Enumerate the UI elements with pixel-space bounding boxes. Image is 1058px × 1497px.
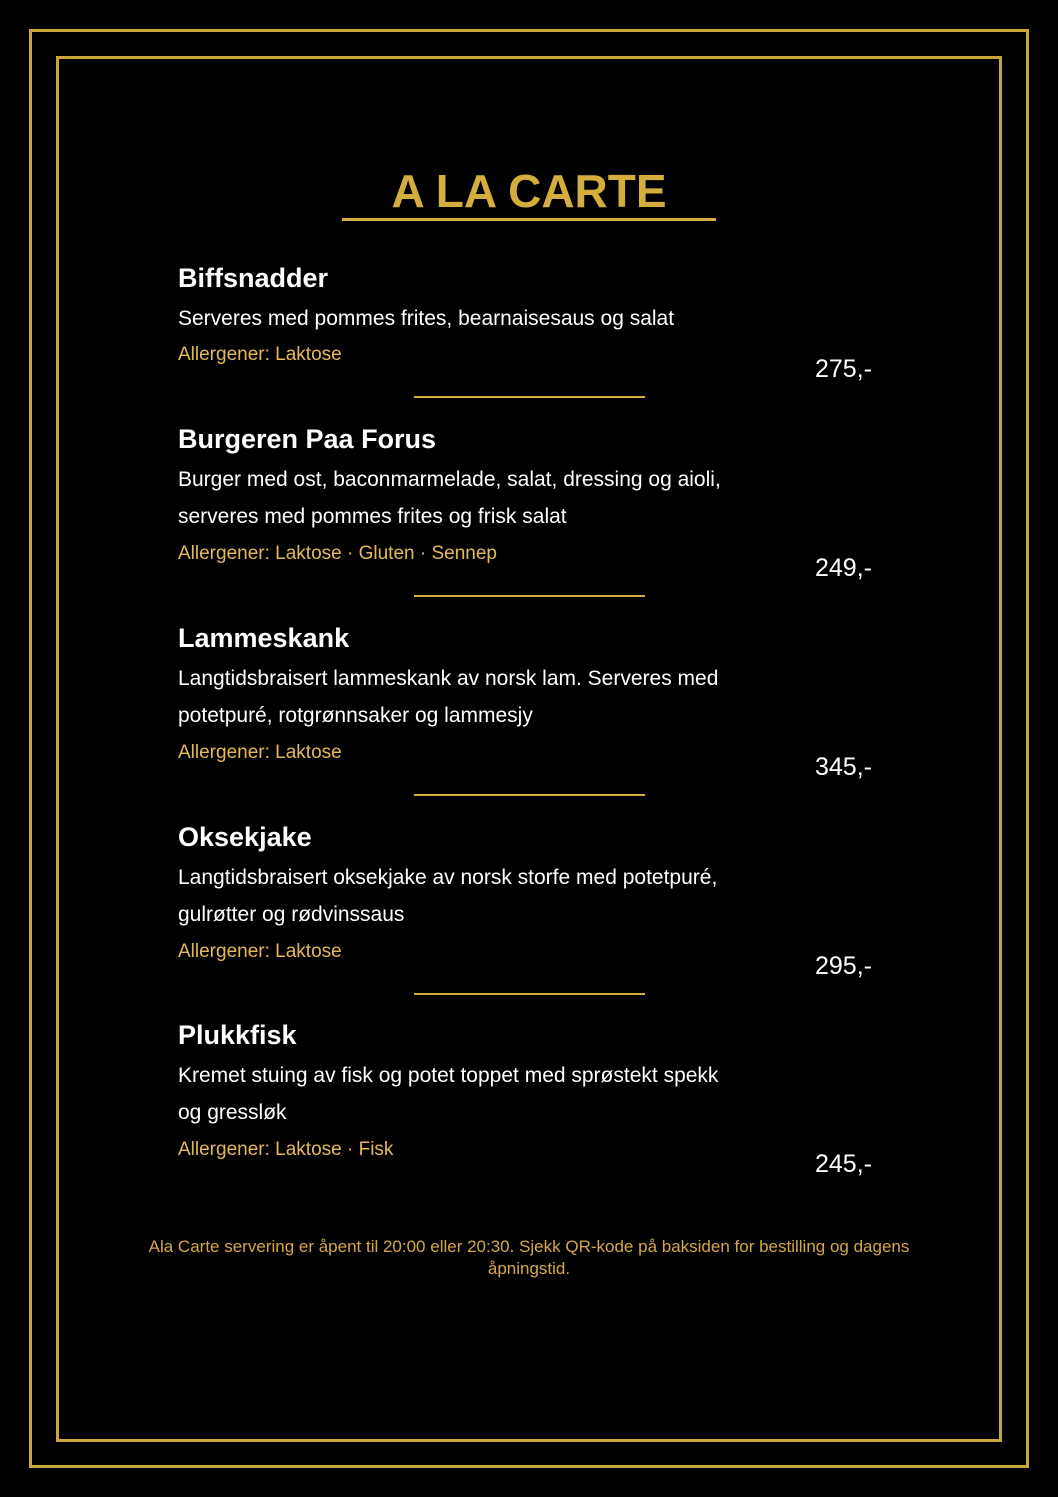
menu-item-price: 295,- bbox=[815, 952, 872, 980]
menu-item-price: 345,- bbox=[815, 753, 872, 781]
item-divider bbox=[414, 794, 645, 796]
menu-item-description: Serveres med pommes frites, bearnaisesaus og salat bbox=[178, 307, 675, 330]
menu-item-name: Oksekjake bbox=[178, 822, 312, 852]
menu-item-description: Langtidsbraisert lammeskank av norsk lam. Serveres med potetpuré, rotgrønnsaker og lammesjy bbox=[178, 667, 719, 727]
menu-item-price: 245,- bbox=[815, 1150, 872, 1178]
title-underline bbox=[342, 218, 716, 221]
menu-item-price: 275,- bbox=[815, 355, 872, 383]
menu-item-description: Burger med ost, baconmarmelade, salat, dressing og aioli, serveres med pommes frites og frisk salat bbox=[178, 468, 721, 528]
menu-item-allergens: Allergener: Laktose bbox=[178, 742, 342, 763]
item-divider bbox=[414, 595, 645, 597]
menu-item-price: 249,- bbox=[815, 554, 872, 582]
menu-item-allergens: Allergener: Laktose bbox=[178, 344, 342, 365]
menu-item-description: Langtidsbraisert oksekjake av norsk storfe med potetpuré, gulrøtter og rødvinssaus bbox=[178, 866, 718, 926]
item-divider bbox=[414, 993, 645, 995]
item-divider bbox=[414, 396, 645, 398]
menu-item-allergens: Allergener: Laktose · Fisk bbox=[178, 1139, 394, 1160]
page-title: A LA CARTE bbox=[391, 165, 667, 217]
menu-item-name: Burgeren Paa Forus bbox=[178, 424, 437, 454]
menu-item-allergens: Allergener: Laktose · Gluten · Sennep bbox=[178, 543, 497, 564]
menu-item-name: Plukkfisk bbox=[178, 1020, 297, 1050]
menu-item-name: Lammeskank bbox=[178, 623, 350, 653]
menu-item-allergens: Allergener: Laktose bbox=[178, 941, 342, 962]
menu-item-name: Biffsnadder bbox=[178, 263, 329, 293]
menu-item-description: Kremet stuing av fisk og potet toppet med sprøstekt spekk og gressløk bbox=[178, 1064, 719, 1124]
footer-note: Ala Carte servering er åpent til 20:00 eller 20:30. Sjekk QR-kode på baksiden for bestilling og dagens åpningstid. bbox=[148, 1237, 910, 1278]
